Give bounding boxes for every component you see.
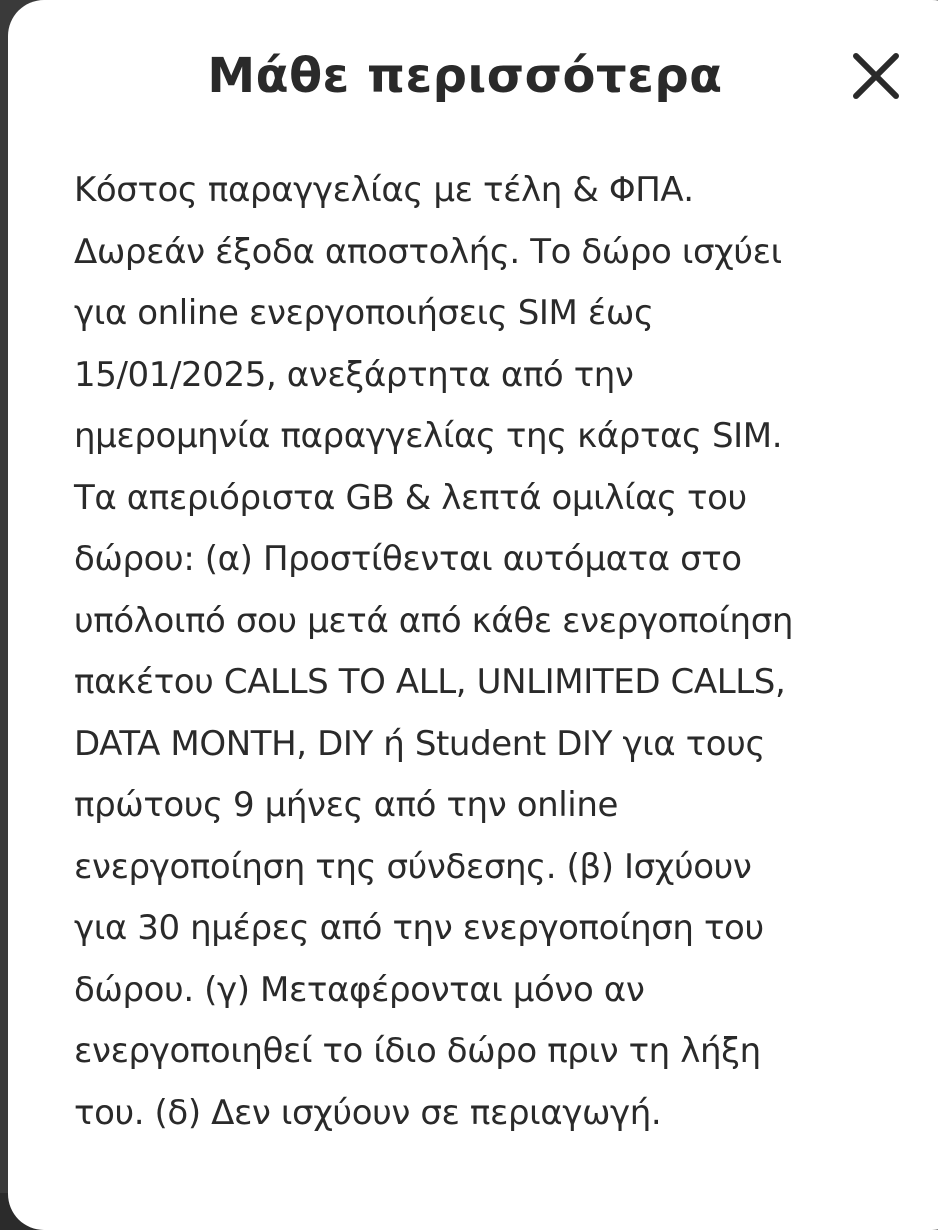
body-line: ημερομηνία παραγγελίας της κάρτας SIM. <box>74 416 783 456</box>
body-line: ενεργοποίηση της σύνδεσης. (β) Ισχύουν <box>74 846 752 887</box>
body-line: δώρου: (α) Προστίθενται αυτόματα στο <box>74 539 742 579</box>
body-line: Κόστος παραγγελίας με τέλη & ΦΠΑ. <box>74 170 694 210</box>
body-line: Δωρεάν έξοδα αποστολής. Το δώρο ισχύει <box>74 231 782 272</box>
close-icon <box>844 44 908 108</box>
body-line: του. (δ) Δεν ισχύουν σε περιαγωγή. <box>74 1092 662 1133</box>
body-line: πακέτου CALLS TO ALL, UNLIMITED CALLS, <box>74 662 786 702</box>
body-line: Τα απεριόριστα GB & λεπτά ομιλίας του <box>74 477 747 518</box>
modal-body-text <box>74 160 934 1144</box>
body-line: ενεργοποιηθεί το ίδιο δώρο πριν τη λήξη <box>74 1031 761 1071</box>
body-line: πρώτους 9 μήνες από την online <box>74 785 619 825</box>
learn-more-modal <box>8 0 938 1230</box>
body-line: για online ενεργοποιήσεις SIM έως <box>74 293 654 333</box>
body-line: DATA MONTH, DIY ή Student DIY για τους <box>74 723 765 764</box>
modal-title: Μάθε περισσότερα <box>207 48 723 104</box>
close-button[interactable] <box>844 44 908 108</box>
body-line: 15/01/2025, ανεξάρτητα από την <box>74 354 634 395</box>
body-line: υπόλοιπό σου μετά από κάθε ενεργοποίηση <box>74 600 793 641</box>
body-line: για 30 ημέρες από την ενεργοποίηση του <box>74 908 764 948</box>
body-line: δώρου. (γ) Μεταφέρονται μόνο αν <box>74 969 645 1010</box>
